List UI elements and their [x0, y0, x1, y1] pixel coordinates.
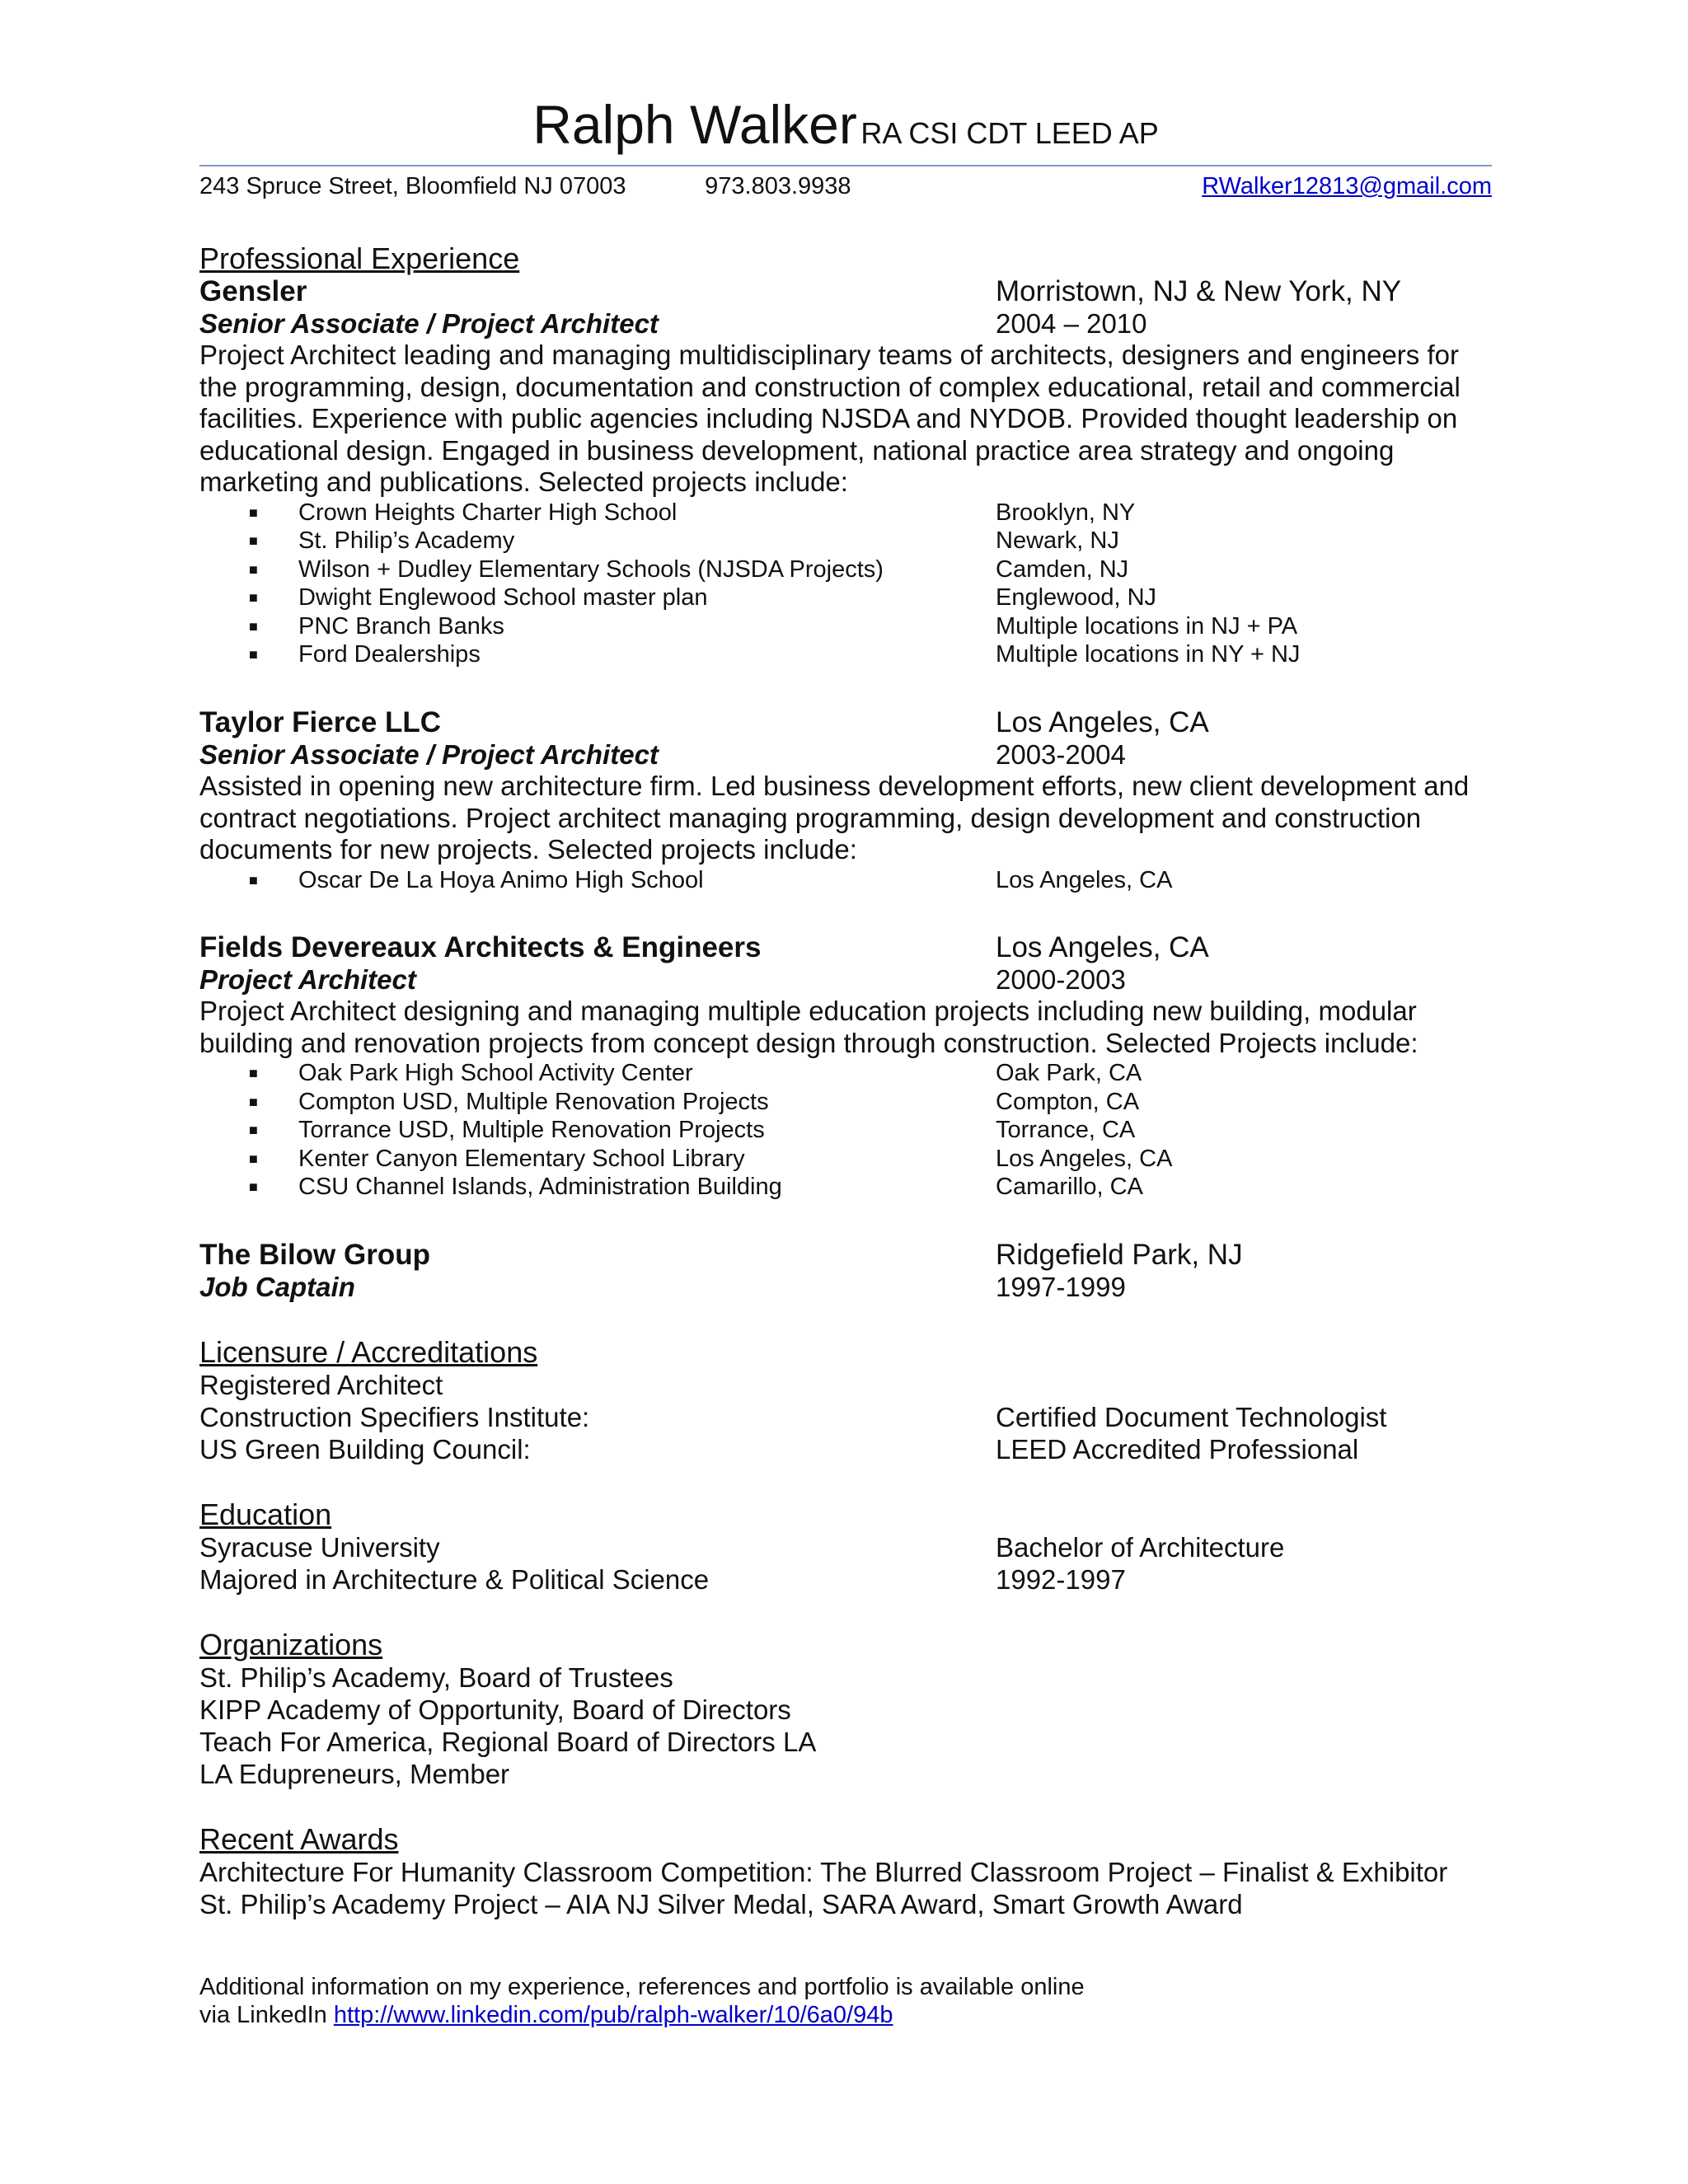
licensure-credential: Certified Document Technologist — [996, 1401, 1387, 1432]
job-header-row — [199, 275, 1492, 307]
job-title-row — [199, 1271, 1492, 1303]
project-name: Torrance USD, Multiple Renovation Projects — [298, 1117, 765, 1144]
job-header-row — [199, 1239, 1492, 1271]
address: 243 Spruce Street, Bloomfield NJ 07003 — [199, 173, 626, 199]
project-name: Crown Heights Charter High School — [298, 499, 678, 526]
job-location: Los Angeles, CA — [996, 931, 1209, 964]
project-item — [199, 640, 1492, 669]
project-location: Oak Park, CA — [996, 1060, 1142, 1087]
description-line: documents for new projects. Selected projects include: — [199, 834, 857, 865]
company-name: Fields Devereaux Architects & Engineers — [199, 931, 762, 964]
project-name: Oak Park High School Activity Center — [298, 1060, 693, 1087]
square-bullet-icon: ■ — [249, 1179, 258, 1196]
footer-line — [199, 2001, 1492, 2029]
description-line: Project Architect designing and managing multiple education projects including new building, modular — [199, 996, 1417, 1027]
linkedin-link[interactable]: http://www.linkedin.com/pub/ralph-walker/10/6a0/94b — [333, 2001, 893, 2028]
phone: 973.803.9938 — [705, 173, 851, 199]
project-location: Compton, CA — [996, 1088, 1140, 1115]
project-name: Oscar De La Hoya Animo High School — [298, 866, 704, 893]
square-bullet-icon: ■ — [249, 871, 258, 888]
description-line: marketing and publications. Selected projects include: — [199, 466, 848, 498]
project-item — [199, 612, 1492, 641]
job-title: Senior Associate / Project Architect — [199, 738, 659, 770]
project-list — [199, 1059, 1492, 1202]
company-name: Taylor Fierce LLC — [199, 705, 442, 738]
organization-item: LA Edupreneurs, Member — [199, 1758, 510, 1789]
licensure-item — [199, 1401, 1492, 1433]
square-bullet-icon: ■ — [249, 1065, 258, 1082]
project-name: Wilson + Dudley Elementary Schools (NJSDA Projects) — [298, 555, 884, 583]
project-location: Torrance, CA — [996, 1117, 1136, 1144]
education-row — [199, 1531, 1492, 1563]
job-dates: 2003-2004 — [996, 738, 1126, 770]
school: Syracuse University — [199, 1531, 440, 1563]
name-header — [199, 94, 1492, 155]
square-bullet-icon: ■ — [249, 1150, 258, 1167]
education-dates: 1992-1997 — [996, 1563, 1126, 1595]
section-heading-education: Education — [199, 1497, 332, 1531]
project-location: Brooklyn, NY — [996, 499, 1136, 526]
job-description — [199, 340, 1492, 499]
description-line: contract negotiations. Project architect managing programming, design development and construction — [199, 802, 1422, 833]
credentials: RA CSI CDT LEED AP — [860, 116, 1159, 150]
square-bullet-icon: ■ — [249, 532, 258, 550]
job-title: Project Architect — [199, 964, 416, 996]
organization-item: KIPP Academy of Opportunity, Board of Directors — [199, 1694, 791, 1725]
job-entry — [199, 275, 1492, 669]
project-item — [199, 1059, 1492, 1088]
description-line: Project Architect leading and managing multidisciplinary teams of architects, designers and engineers for — [199, 340, 1459, 370]
job-description — [199, 771, 1492, 866]
education-row — [199, 1563, 1492, 1596]
project-name: CSU Channel Islands, Administration Building — [298, 1174, 782, 1201]
job-title-row — [199, 307, 1492, 340]
licensure-org: US Green Building Council: — [199, 1433, 531, 1465]
project-name: Compton USD, Multiple Renovation Projects — [298, 1088, 769, 1115]
section-heading-awards: Recent Awards — [199, 1821, 399, 1856]
project-item — [199, 1116, 1492, 1145]
project-list — [199, 866, 1492, 895]
project-item — [199, 1173, 1492, 1202]
square-bullet-icon: ■ — [249, 617, 258, 635]
job-title: Job Captain — [199, 1271, 355, 1302]
person-name: Ralph Walker — [532, 94, 857, 155]
organization-item: St. Philip’s Academy, Board of Trustees — [199, 1661, 673, 1693]
job-location: Los Angeles, CA — [996, 705, 1209, 738]
award-item: Architecture For Humanity Classroom Competition: The Blurred Classroom Project – Finalist & Exhibitor — [199, 1856, 1448, 1887]
square-bullet-icon: ■ — [249, 504, 258, 521]
footer-line: Additional information on my experience, references and portfolio is available online — [199, 1973, 1085, 2000]
company-name: The Bilow Group — [199, 1238, 430, 1271]
project-location: Los Angeles, CA — [996, 866, 1173, 893]
licensure-org: Construction Specifiers Institute: — [199, 1401, 590, 1432]
square-bullet-icon: ■ — [249, 589, 258, 607]
project-location: Englewood, NJ — [996, 584, 1157, 612]
project-item — [199, 1088, 1492, 1117]
licensure-line: Registered Architect — [199, 1369, 443, 1400]
description-line: Assisted in opening new architecture firm. Led business development efforts, new client development and — [199, 770, 1470, 801]
job-entry — [199, 1239, 1492, 1303]
job-dates: 1997-1999 — [996, 1271, 1126, 1302]
footer-prefix: via LinkedIn — [199, 2001, 327, 2028]
company-name: Gensler — [199, 275, 307, 307]
licensure-credential: LEED Accredited Professional — [996, 1433, 1359, 1465]
description-line: building and renovation projects from concept design through construction. Selected Projects include: — [199, 1027, 1418, 1058]
job-entry — [199, 706, 1492, 894]
contact-bar — [199, 165, 1492, 201]
major: Majored in Architecture & Political Science — [199, 1563, 710, 1595]
project-item — [199, 866, 1492, 895]
job-list — [199, 275, 1492, 1303]
job-location: Morristown, NJ & New York, NY — [996, 275, 1402, 307]
project-name: PNC Branch Banks — [298, 612, 504, 640]
licensure-item — [199, 1433, 1492, 1465]
description-line: the programming, design, documentation and construction of complex educational, retail and commercial — [199, 371, 1461, 402]
job-dates: 2004 – 2010 — [996, 308, 1147, 339]
job-location: Ridgefield Park, NJ — [996, 1238, 1243, 1271]
project-name: Dwight Englewood School master plan — [298, 584, 708, 612]
project-item — [199, 499, 1492, 527]
project-location: Multiple locations in NY + NJ — [996, 641, 1301, 668]
award-item: St. Philip’s Academy Project – AIA NJ Silver Medal, SARA Award, Smart Growth Award — [199, 1888, 1243, 1919]
footer-note — [199, 1973, 1492, 2029]
email-link[interactable]: RWalker12813@gmail.com — [1202, 173, 1492, 199]
project-name: Ford Dealerships — [298, 641, 481, 668]
section-heading-licensure: Licensure / Accreditations — [199, 1334, 538, 1369]
square-bullet-icon: ■ — [249, 1093, 258, 1110]
job-description — [199, 996, 1492, 1059]
job-title-row — [199, 738, 1492, 771]
project-location: Los Angeles, CA — [996, 1145, 1173, 1172]
square-bullet-icon: ■ — [249, 1122, 258, 1139]
description-line: facilities. Experience with public agencies including NJSDA and NYDOB. Provided thought leadership on — [199, 403, 1458, 434]
job-header-row — [199, 706, 1492, 738]
project-item — [199, 1145, 1492, 1174]
job-header-row — [199, 931, 1492, 963]
resume-content — [199, 0, 1492, 2029]
project-location: Camarillo, CA — [996, 1174, 1143, 1201]
degree: Bachelor of Architecture — [996, 1531, 1285, 1563]
job-title-row — [199, 963, 1492, 996]
project-item — [199, 527, 1492, 555]
square-bullet-icon: ■ — [249, 646, 258, 663]
section-heading-experience: Professional Experience — [199, 241, 520, 275]
square-bullet-icon: ■ — [249, 560, 258, 578]
section-heading-organizations: Organizations — [199, 1627, 383, 1661]
project-location: Multiple locations in NJ + PA — [996, 612, 1298, 640]
project-location: Newark, NJ — [996, 527, 1119, 555]
job-title: Senior Associate / Project Architect — [199, 308, 659, 339]
project-name: St. Philip’s Academy — [298, 527, 515, 555]
job-dates: 2000-2003 — [996, 964, 1126, 996]
project-item — [199, 555, 1492, 584]
project-name: Kenter Canyon Elementary School Library — [298, 1145, 745, 1172]
organization-item: Teach For America, Regional Board of Directors LA — [199, 1726, 817, 1757]
project-item — [199, 583, 1492, 612]
project-list — [199, 499, 1492, 669]
job-entry — [199, 931, 1492, 1202]
project-location: Camden, NJ — [996, 555, 1129, 583]
description-line: educational design. Engaged in business development, national practice area strategy and ongoing — [199, 434, 1395, 466]
